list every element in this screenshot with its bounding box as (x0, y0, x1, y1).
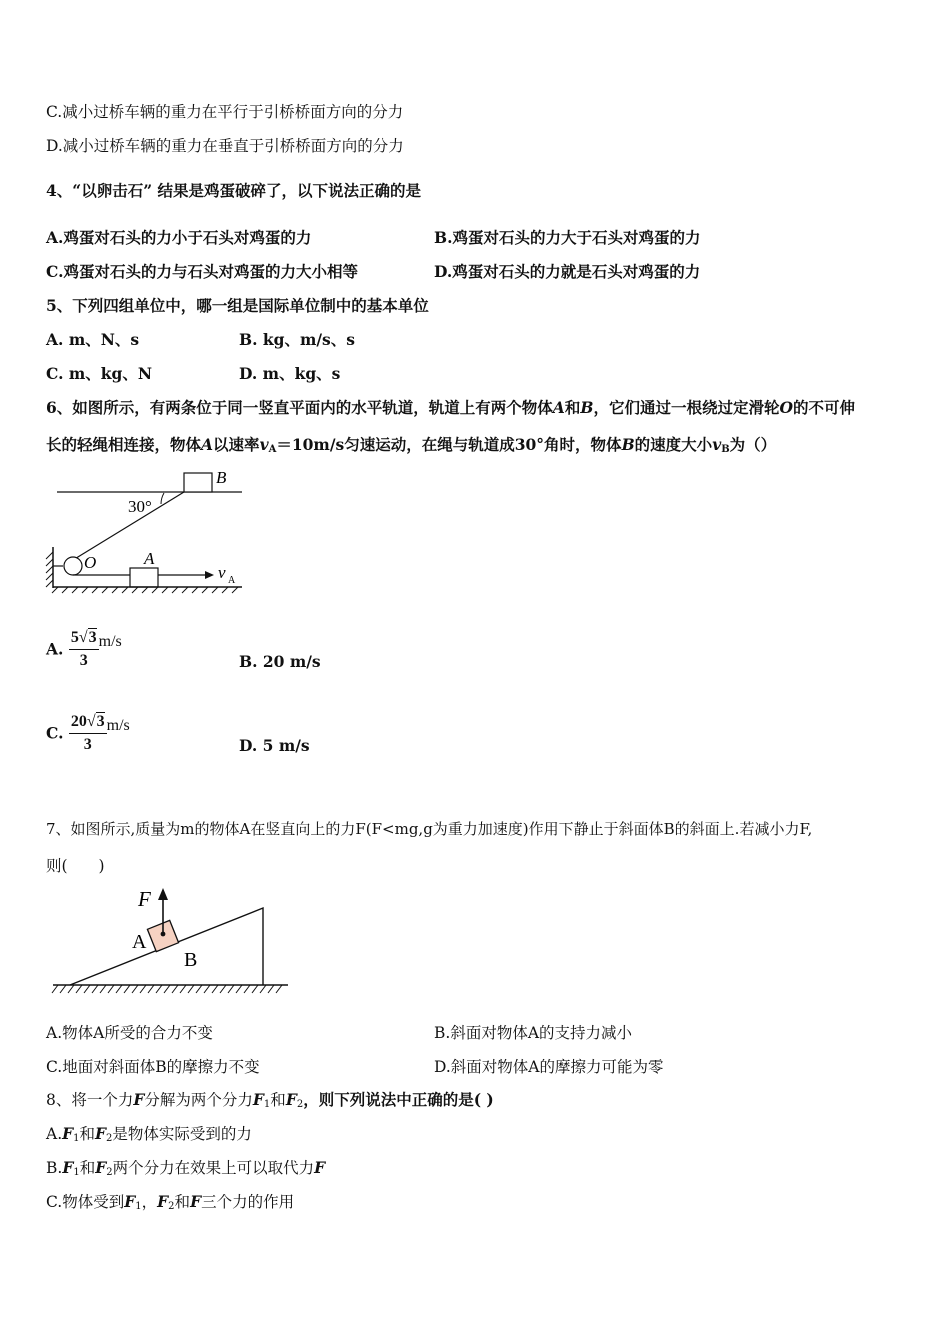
q6-option-d: D. 5 m/s (239, 736, 310, 755)
svg-text:A: A (144, 549, 155, 568)
svg-text:v: v (218, 563, 226, 582)
q6-pulley-figure (40, 462, 255, 597)
q7-option-b: B.斜面对物体A的支持力减小 (434, 1024, 633, 1042)
q5-option-a: A. m、N、s (46, 330, 140, 349)
q4-option-d: D.鸡蛋对石头的力就是石头对鸡蛋的力 (434, 262, 701, 281)
q8-stem: 8、将一个力F分解为两个分力$F_1$和$F_2$，则下列说法中正确的是( ) (46, 1090, 494, 1110)
q4-stem: 4、“以卵击石” 结果是鸡蛋破碎了，以下说法正确的是 (46, 181, 422, 200)
q6-pulley (64, 557, 82, 575)
q7-stem-line2: 则( ) (46, 857, 105, 875)
q5-option-d: D. m、kg、s (239, 364, 341, 383)
q7-option-c: C.地面对斜面体B的摩擦力不变 (46, 1058, 260, 1076)
q6-option-c: C. $\frac{20√3}{3}$ m/s (46, 713, 130, 753)
q4-option-c: C.鸡蛋对石头的力与石头对鸡蛋的力大小相等 (46, 262, 358, 281)
q7-ground-hatch (52, 985, 282, 993)
q5-option-c: C. m、kg、N (46, 364, 153, 383)
q6-wall-hatch (46, 552, 53, 587)
svg-text:O: O (84, 553, 97, 572)
q7-stem: 7、如图所示,质量为m的物体A在竖直向上的力F(F<mg,g为重力加速度)作用下静止于斜面体B的斜面上.若减小力F, (46, 820, 813, 838)
q3-option-d: D.减小过桥车辆的重力在垂直于引桥桥面方向的分力 (46, 137, 404, 155)
q4-option-a: A.鸡蛋对石头的力小于石头对鸡蛋的力 (46, 228, 312, 247)
q6-option-b: B. 20 m/s (239, 652, 321, 671)
q6-ground-hatch (52, 587, 238, 593)
q8-option-b: $B.F_1$和$F_2$两个分力在效果上可以取代力F (46, 1158, 326, 1178)
svg-text:A: A (228, 575, 236, 586)
q6-block-b (184, 473, 212, 492)
svg-text:B: B (184, 949, 198, 971)
q6-block-a (130, 568, 158, 587)
q5-option-b: B. kg、m/s、s (239, 330, 355, 349)
q7-option-d: D.斜面对物体A的摩擦力可能为零 (434, 1058, 664, 1076)
svg-text:B: B (216, 468, 227, 487)
svg-text:A: A (132, 931, 147, 953)
q3-option-c: C.减小过桥车辆的重力在平行于引桥桥面方向的分力 (46, 103, 404, 121)
q6-stem-line1: 6、如图所示，有两条位于同一竖直平面内的水平轨道，轨道上有两个物体A和B，它们通过一根绕过定滑轮O的不可伸 (46, 398, 855, 417)
q5-stem: 5、下列四组单位中，哪一组是国际单位制中的基本单位 (46, 296, 429, 315)
svg-text:F: F (138, 887, 151, 911)
q7-option-a: A.物体A所受的合力不变 (46, 1024, 213, 1042)
q4-option-b: B.鸡蛋对石头的力大于石头对鸡蛋的力 (434, 228, 701, 247)
svg-text:30°: 30° (128, 497, 152, 516)
q8-option-a: $A.F_1$和$F_2$是物体实际受到的力 (46, 1124, 252, 1144)
q6-stem-line2: 长的轻绳相连接，物体A以速率$v_A=10m/s$匀速运动，在绳与轨道成30°角时，物体B的速度大小$v_B$为（） (46, 435, 777, 455)
q6-option-a-fraction: $\frac{5√3}{3}$ (70, 629, 97, 669)
q7-incline-figure (48, 884, 293, 1002)
q6-option-c-fraction: $\frac{20√3}{3}$ (70, 713, 105, 753)
q8-option-c: C.物体受到$F_1$，$F_2$和F三个力的作用 (46, 1192, 295, 1212)
q6-option-a: A. $\frac{5√3}{3}$ m/s (46, 629, 122, 669)
